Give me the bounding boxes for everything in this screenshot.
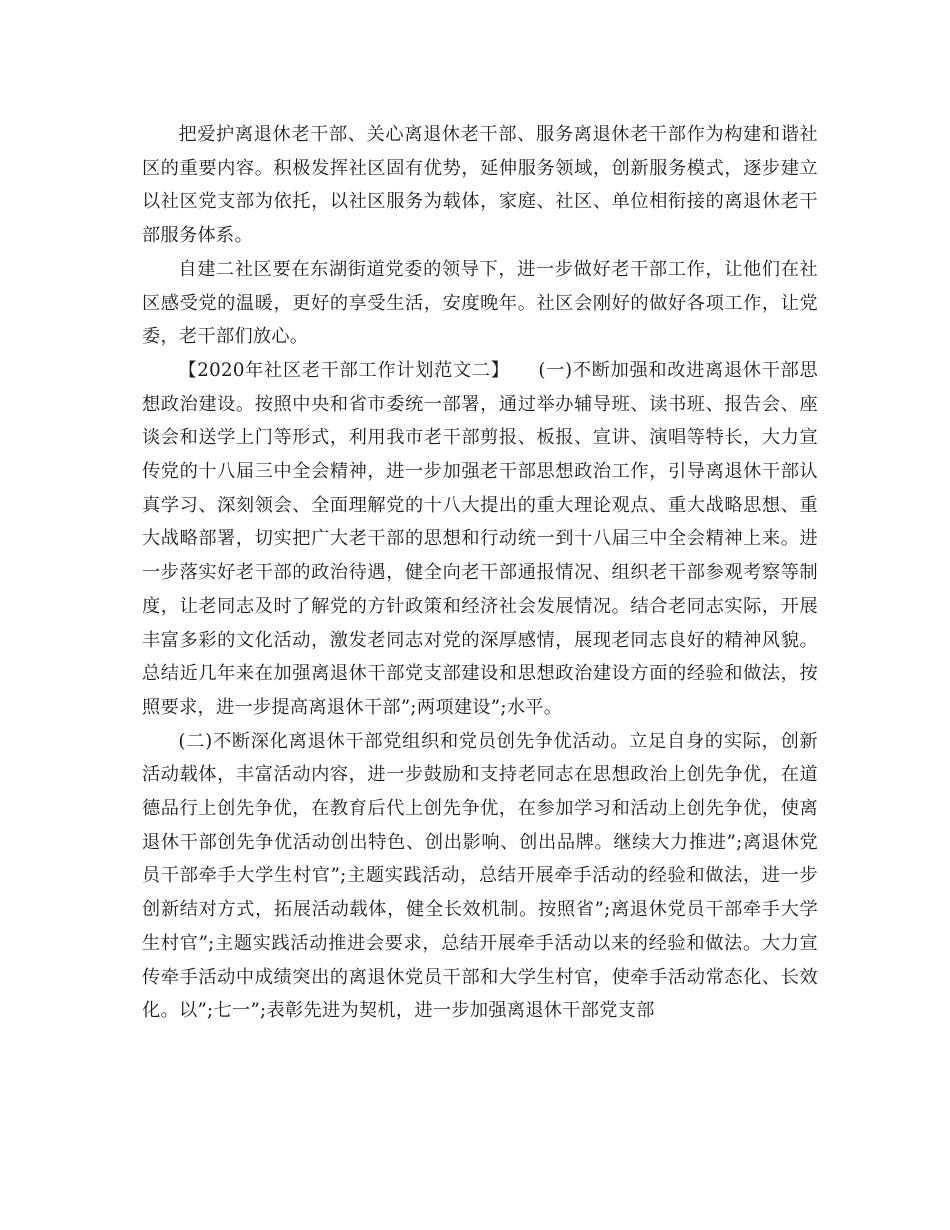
document-body	[142, 118, 818, 1028]
paragraph-1: 把爱护离退休老干部、关心离退休老干部、服务离退休老干部作为构建和谐社区的重要内容。积极发挥社区固有优势，延伸服务领域，创新服务模式，逐步建立以社区党支部为依托，以社区服务为载体，家庭、社区、单位相衔接的离退休老干部服务体系。	[142, 124, 818, 247]
paragraph-2: 自建二社区要在东湖街道党委的领导下，进一步做好老干部工作，让他们在社区感受党的温暖，更好的享受生活，安度晚年。社区会刚好的做好各项工作，让党委，老干部们放心。	[142, 258, 818, 348]
paragraph-4: (二)不断深化离退休干部党组织和党员创先争优活动。立足自身的实际，创新活动载体，丰富活动内容，进一步鼓励和支持老同志在思想政治上创先争优，在道德品行上创先争优，在教育后代上创先争优，在参加学习和活动上创先争优，使离退休干部创先争优活动创出特色、创出影响、创出品牌。继续大力推进”;离退休党员干部牵手大学生村官”;主题实践活动，总结开展牵手活动的经验和做法，进一步创新结对方式，拓展活动载体，健全长效机制。按照省”;离退休党员干部牵手大学生村官”;主题实践活动推进会要求，总结开展牵手活动以来的经验和做法。大力宣传牵手活动中成绩突出的离退休党员干部和大学生村官，使牵手活动常态化、长效化。以”;七一”;表彰先进为契机，进一步加强离退休干部党支部	[142, 730, 818, 1022]
paragraph-3: 【2020年社区老干部工作计划范文二】 (一)不断加强和改进离退休干部思想政治建设。按照中央和省市委统一部署，通过举办辅导班、读书班、报告会、座谈会和送学上门等形式，利用我市老干部剪报、板报、宣讲、演唱等特长，大力宣传党的十八届三中全会精神，进一步加强老干部思想政治工作，引导离退休干部认真学习、深刻领会、全面理解党的十八大提出的重大理论观点、重大战略思想、重大战略部署，切实把广大老干部的思想和行动统一到十八届三中全会精神上来。进一步落实好老干部的政治待遇，健全向老干部通报情况、组织老干部参观考察等制度，让老同志及时了解党的方针政策和经济社会发展情况。结合老同志实际，开展丰富多彩的文化活动，激发老同志对党的深厚感情，展现老同志良好的精神风貌。总结近几年来在加强离退休干部党支部建设和思想政治建设方面的经验和做法，按照要求，进一步提高离退休干部”;两项建设”;水平。	[142, 359, 818, 718]
